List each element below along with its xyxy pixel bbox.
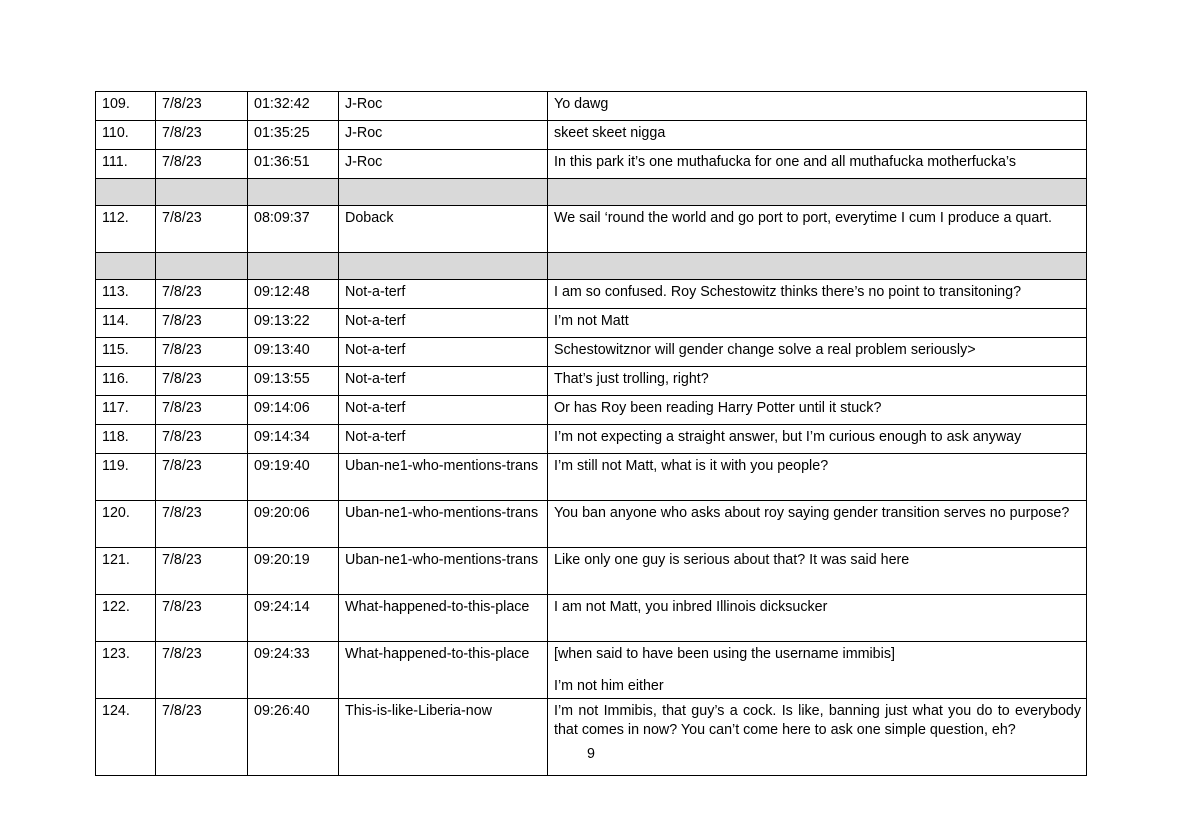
cell-date: 7/8/23 — [156, 206, 248, 253]
cell-time: 09:14:06 — [248, 396, 339, 425]
cell-time: 09:13:22 — [248, 309, 339, 338]
message-paragraph: I am so confused. Roy Schestowitz thinks there’s no point to transitoning? — [554, 284, 1022, 300]
chat-log-table — [95, 91, 1087, 776]
cell-message — [548, 309, 1087, 338]
cell-username: Not-a-terf — [339, 367, 548, 396]
cell-entry-number: 114. — [96, 309, 156, 338]
table-spacer-row — [96, 179, 1087, 206]
cell-time: 09:12:48 — [248, 280, 339, 309]
cell-username: Doback — [339, 206, 548, 253]
cell-date: 7/8/23 — [156, 425, 248, 454]
table-row — [96, 595, 1087, 642]
cell-time: 08:09:37 — [248, 206, 339, 253]
message-paragraph: Schestowitznor will gender change solve a real problem seriously> — [554, 342, 976, 358]
table-spacer-cell — [548, 179, 1087, 206]
table-spacer-cell — [548, 253, 1087, 280]
chat-log-table-body — [96, 92, 1087, 776]
cell-date: 7/8/23 — [156, 642, 248, 699]
cell-username: Not-a-terf — [339, 309, 548, 338]
table-spacer-cell — [339, 179, 548, 206]
table-spacer-cell — [248, 179, 339, 206]
cell-message — [548, 121, 1087, 150]
message-paragraph: I’m not Matt — [554, 313, 629, 329]
cell-date: 7/8/23 — [156, 309, 248, 338]
cell-message — [548, 396, 1087, 425]
message-paragraph: I’m not him either — [554, 677, 664, 694]
table-row — [96, 338, 1087, 367]
cell-date: 7/8/23 — [156, 699, 248, 776]
message-paragraph: I’m not Immibis, that guy’s a cock. Is like, banning just what you do to everybody that comes in now? You can’t come here to ask one simple question, eh? — [554, 703, 1081, 738]
cell-entry-number: 119. — [96, 454, 156, 501]
cell-entry-number: 112. — [96, 206, 156, 253]
table-spacer-cell — [96, 179, 156, 206]
cell-time: 01:36:51 — [248, 150, 339, 179]
cell-time: 01:32:42 — [248, 92, 339, 121]
cell-time: 09:13:55 — [248, 367, 339, 396]
cell-username: Not-a-terf — [339, 280, 548, 309]
cell-date: 7/8/23 — [156, 150, 248, 179]
cell-username: What-happened-to-this-place — [339, 595, 548, 642]
table-spacer-row — [96, 253, 1087, 280]
table-spacer-cell — [156, 179, 248, 206]
cell-time: 09:20:19 — [248, 548, 339, 595]
message-paragraph: Like only one guy is serious about that? It was said here — [554, 552, 910, 568]
cell-message — [548, 548, 1087, 595]
cell-username: What-happened-to-this-place — [339, 642, 548, 699]
table-row — [96, 699, 1087, 776]
cell-message — [548, 367, 1087, 396]
table-row — [96, 367, 1087, 396]
message-paragraph: That’s just trolling, right? — [554, 371, 709, 387]
cell-username: Uban-ne1-who-mentions-trans — [339, 548, 548, 595]
table-spacer-cell — [248, 253, 339, 280]
cell-entry-number: 117. — [96, 396, 156, 425]
message-paragraph: Or has Roy been reading Harry Potter until it stuck? — [554, 400, 882, 416]
cell-message — [548, 699, 1087, 776]
table-row — [96, 454, 1087, 501]
cell-username: Not-a-terf — [339, 425, 548, 454]
cell-entry-number: 116. — [96, 367, 156, 396]
cell-message — [548, 642, 1087, 699]
table-row — [96, 280, 1087, 309]
cell-date: 7/8/23 — [156, 454, 248, 501]
cell-entry-number: 122. — [96, 595, 156, 642]
cell-username: Not-a-terf — [339, 338, 548, 367]
message-paragraph: [when said to have been using the username immibis] — [554, 646, 895, 662]
page-number: 9 — [587, 746, 595, 762]
cell-message — [548, 501, 1087, 548]
table-row — [96, 92, 1087, 121]
table-row — [96, 501, 1087, 548]
cell-username: Uban-ne1-who-mentions-trans — [339, 501, 548, 548]
cell-message — [548, 206, 1087, 253]
message-paragraph: skeet skeet nigga — [554, 125, 666, 141]
table-spacer-cell — [156, 253, 248, 280]
message-paragraph: Yo dawg — [554, 96, 609, 112]
cell-time: 09:14:34 — [248, 425, 339, 454]
cell-message — [548, 92, 1087, 121]
cell-time: 09:24:33 — [248, 642, 339, 699]
cell-date: 7/8/23 — [156, 92, 248, 121]
cell-entry-number: 121. — [96, 548, 156, 595]
cell-entry-number: 110. — [96, 121, 156, 150]
cell-time: 01:35:25 — [248, 121, 339, 150]
cell-message — [548, 595, 1087, 642]
cell-username: J-Roc — [339, 92, 548, 121]
table-row — [96, 642, 1087, 699]
cell-username: This-is-like-Liberia-now — [339, 699, 548, 776]
cell-date: 7/8/23 — [156, 501, 248, 548]
cell-date: 7/8/23 — [156, 121, 248, 150]
cell-entry-number: 118. — [96, 425, 156, 454]
cell-date: 7/8/23 — [156, 338, 248, 367]
cell-date: 7/8/23 — [156, 396, 248, 425]
message-paragraph: I’m not expecting a straight answer, but I’m curious enough to ask anyway — [554, 429, 1022, 445]
cell-time: 09:24:14 — [248, 595, 339, 642]
table-row — [96, 150, 1087, 179]
cell-username: J-Roc — [339, 121, 548, 150]
cell-time: 09:20:06 — [248, 501, 339, 548]
table-spacer-cell — [96, 253, 156, 280]
cell-username: Not-a-terf — [339, 396, 548, 425]
cell-date: 7/8/23 — [156, 595, 248, 642]
table-spacer-cell — [339, 253, 548, 280]
cell-entry-number: 115. — [96, 338, 156, 367]
cell-message — [548, 425, 1087, 454]
cell-time: 09:19:40 — [248, 454, 339, 501]
cell-message — [548, 338, 1087, 367]
cell-entry-number: 120. — [96, 501, 156, 548]
cell-username: J-Roc — [339, 150, 548, 179]
cell-entry-number: 123. — [96, 642, 156, 699]
table-row — [96, 309, 1087, 338]
table-row — [96, 548, 1087, 595]
table-row — [96, 206, 1087, 253]
cell-date: 7/8/23 — [156, 367, 248, 396]
cell-message — [548, 280, 1087, 309]
cell-date: 7/8/23 — [156, 548, 248, 595]
table-row — [96, 121, 1087, 150]
cell-time: 09:13:40 — [248, 338, 339, 367]
cell-username: Uban-ne1-who-mentions-trans — [339, 454, 548, 501]
cell-entry-number: 109. — [96, 92, 156, 121]
cell-message — [548, 150, 1087, 179]
cell-entry-number: 124. — [96, 699, 156, 776]
message-paragraph: We sail ‘round the world and go port to port, everytime I cum I produce a quart. — [554, 210, 1052, 226]
message-paragraph: I’m still not Matt, what is it with you people? — [554, 458, 829, 474]
table-row — [96, 396, 1087, 425]
cell-entry-number: 113. — [96, 280, 156, 309]
cell-time: 09:26:40 — [248, 699, 339, 776]
table-row — [96, 425, 1087, 454]
message-paragraph: I am not Matt, you inbred Illinois dicksucker — [554, 599, 828, 615]
cell-date: 7/8/23 — [156, 280, 248, 309]
message-paragraph: You ban anyone who asks about roy saying gender transition serves no purpose? — [554, 505, 1070, 521]
cell-entry-number: 111. — [96, 150, 156, 179]
cell-message — [548, 454, 1087, 501]
message-paragraph: In this park it’s one muthafucka for one and all muthafucka motherfucka’s — [554, 154, 1016, 170]
